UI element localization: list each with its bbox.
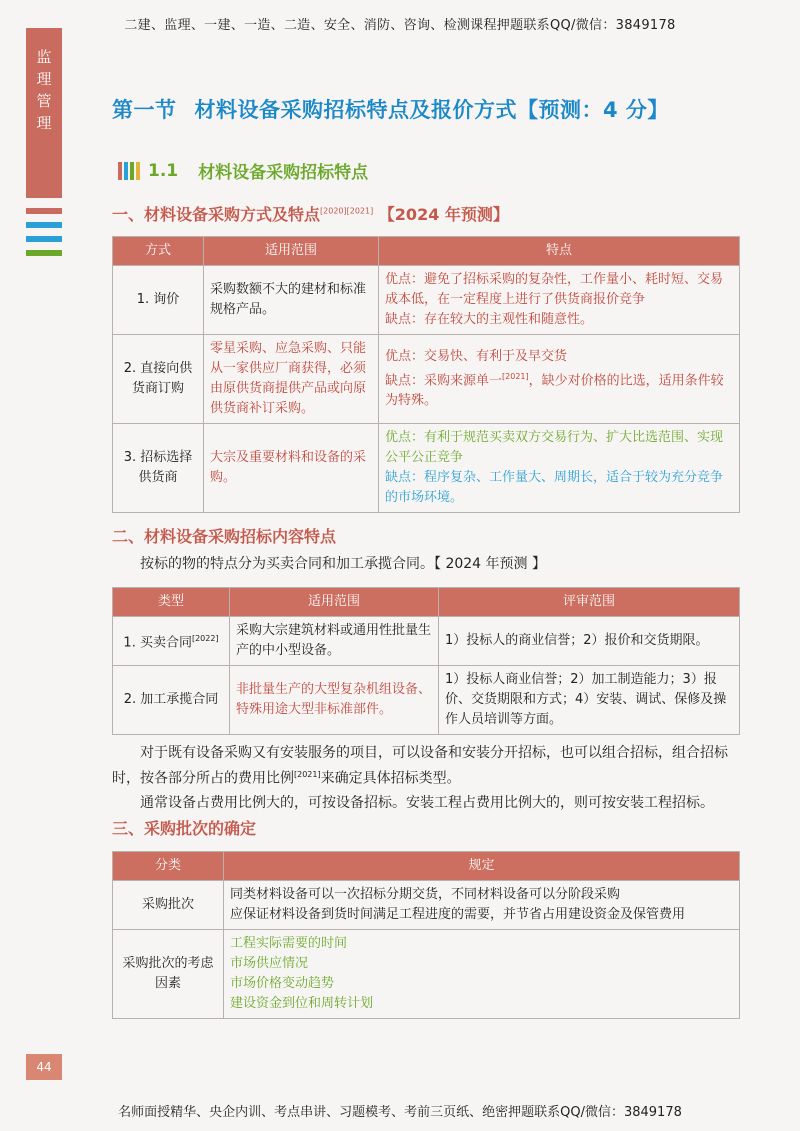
list-item: 市场价格变动趋势 [230,976,335,991]
table-row [113,424,740,513]
side-tab-char: 理 [36,70,52,88]
side-tab-char: 管 [36,92,52,110]
section-heading [118,158,368,183]
table-header: 方式 [113,237,204,266]
section-bars-icon [118,162,140,180]
side-stripe-red [26,208,62,214]
part2-heading: 二、材料设备采购招标内容特点 [112,527,337,546]
table-header: 特点 [379,237,740,266]
category-cell: 采购批次的考虑因素 [113,930,224,1019]
page-number: 44 [26,1054,62,1080]
table-row [113,881,740,930]
scope-cell: 大宗及重要材料和设备的采购。 [204,424,379,513]
side-tab-char: 监 [36,48,52,66]
part1-heading: 一、材料设备采购方式及特点[2020][2021] 【2024 年预测】 [112,205,509,224]
scope-cell: 采购数额不大的建材和标准规格产品。 [204,266,379,335]
table-row [113,666,740,735]
factor-list [224,930,740,1019]
table-row [113,266,740,335]
category-cell: 采购批次 [113,881,224,930]
page-header: 二建、监理、一建、一造、二造、安全、消防、咨询、检测课程押题联系QQ/微信：3849178 [124,18,676,33]
chapter-title [112,94,669,124]
page-footer: 名师面授精华、央企内训、考点串讲、习题模考、考前三页纸、绝密押题联系QQ/微信：3849178 [118,1105,682,1120]
table-row [113,930,740,1019]
list-item: 工程实际需要的时间 [230,936,348,951]
list-item: 市场供应情况 [230,956,309,971]
chapter-text: 材料设备采购招标特点及报价方式【预测：4 分】 [194,98,669,122]
table-row [113,335,740,424]
list-item: 建设资金到位和周转计划 [230,996,374,1011]
feature-cell: 优点：避免了招标采购的复杂性，工作量小、耗时短、交易成本低，在一定程度上进行了供货商报价竞争 缺点：存在较大的主观性和随意性。 [379,266,740,335]
side-tab [26,28,62,198]
table-row [113,617,740,666]
scope-cell: 零星采购、应急采购、只能从一家供应厂商获得，必须由原供货商提供产品或向原供货商补订采购。 [204,335,379,424]
type-cell: 1. 买卖合同[2022] [113,617,230,666]
scope-cell: 采购大宗建筑材料或通用性批量生产的中小型设备。 [230,617,439,666]
review-cell: 1）投标人商业信誉；2）加工制造能力；3）报价、交货期限和方式；4）安装、调试、保修及操作人员培训等方面。 [439,666,740,735]
section-title: 材料设备采购招标特点 [198,163,369,183]
table-header: 类型 [113,588,230,617]
part2-intro: 按标的物的特点分为买卖合同和加工承揽合同。【 2024 年预测 】 [140,556,546,572]
method-cell: 2. 直接向供货商订购 [113,335,204,424]
chapter-number: 第一节 [112,98,177,122]
side-stripe-green [26,250,62,256]
type-cell: 2. 加工承揽合同 [113,666,230,735]
contract-table [112,587,740,735]
scope-cell: 非批量生产的大型复杂机组设备、特殊用途大型非标准部件。 [230,666,439,735]
side-stripe-blue [26,236,62,242]
part3-heading: 三、采购批次的确定 [112,819,257,838]
table-header: 评审范围 [439,588,740,617]
method-cell: 1. 询价 [113,266,204,335]
feature-cell: 优点：有利于规范买卖双方交易行为、扩大比选范围、实现公平公正竞争 缺点：程序复杂、工作量大、周期长，适合于较为充分竞争的市场环境。 [379,424,740,513]
feature-cell: 优点：交易快、有利于及早交货 缺点：采购来源单一[2021]，缺少对价格的比选，适用条件较为特殊。 [379,335,740,424]
review-cell: 1）投标人的商业信誉；2）报价和交货期限。 [439,617,740,666]
part2-paragraph-2: 通常设备占费用比例大的，可按设备招标。安装工程占费用比例大的，则可按安装工程招标。 [140,795,714,811]
section-number: 1.1 [148,160,179,181]
table-header: 适用范围 [204,237,379,266]
side-stripe-blue [26,222,62,228]
batch-table [112,851,740,1019]
table-header: 规定 [224,852,740,881]
side-tab-char: 理 [36,114,52,132]
part2-paragraph-1: 对于既有设备采购又有安装服务的项目，可以设备和安装分开招标，也可以组合招标，组合招标时，按各部分所占的费用比例[2021]来确定具体招标类型。 [112,745,728,787]
table-header: 分类 [113,852,224,881]
table-header: 适用范围 [230,588,439,617]
method-cell: 3. 招标选择供货商 [113,424,204,513]
methods-table [112,236,740,513]
rule-cell: 同类材料设备可以一次招标分期交货，不同材料设备可以分阶段采购 应保证材料设备到货时间满足工程进度的需要，并节省占用建设资金及保管费用 [224,881,740,930]
